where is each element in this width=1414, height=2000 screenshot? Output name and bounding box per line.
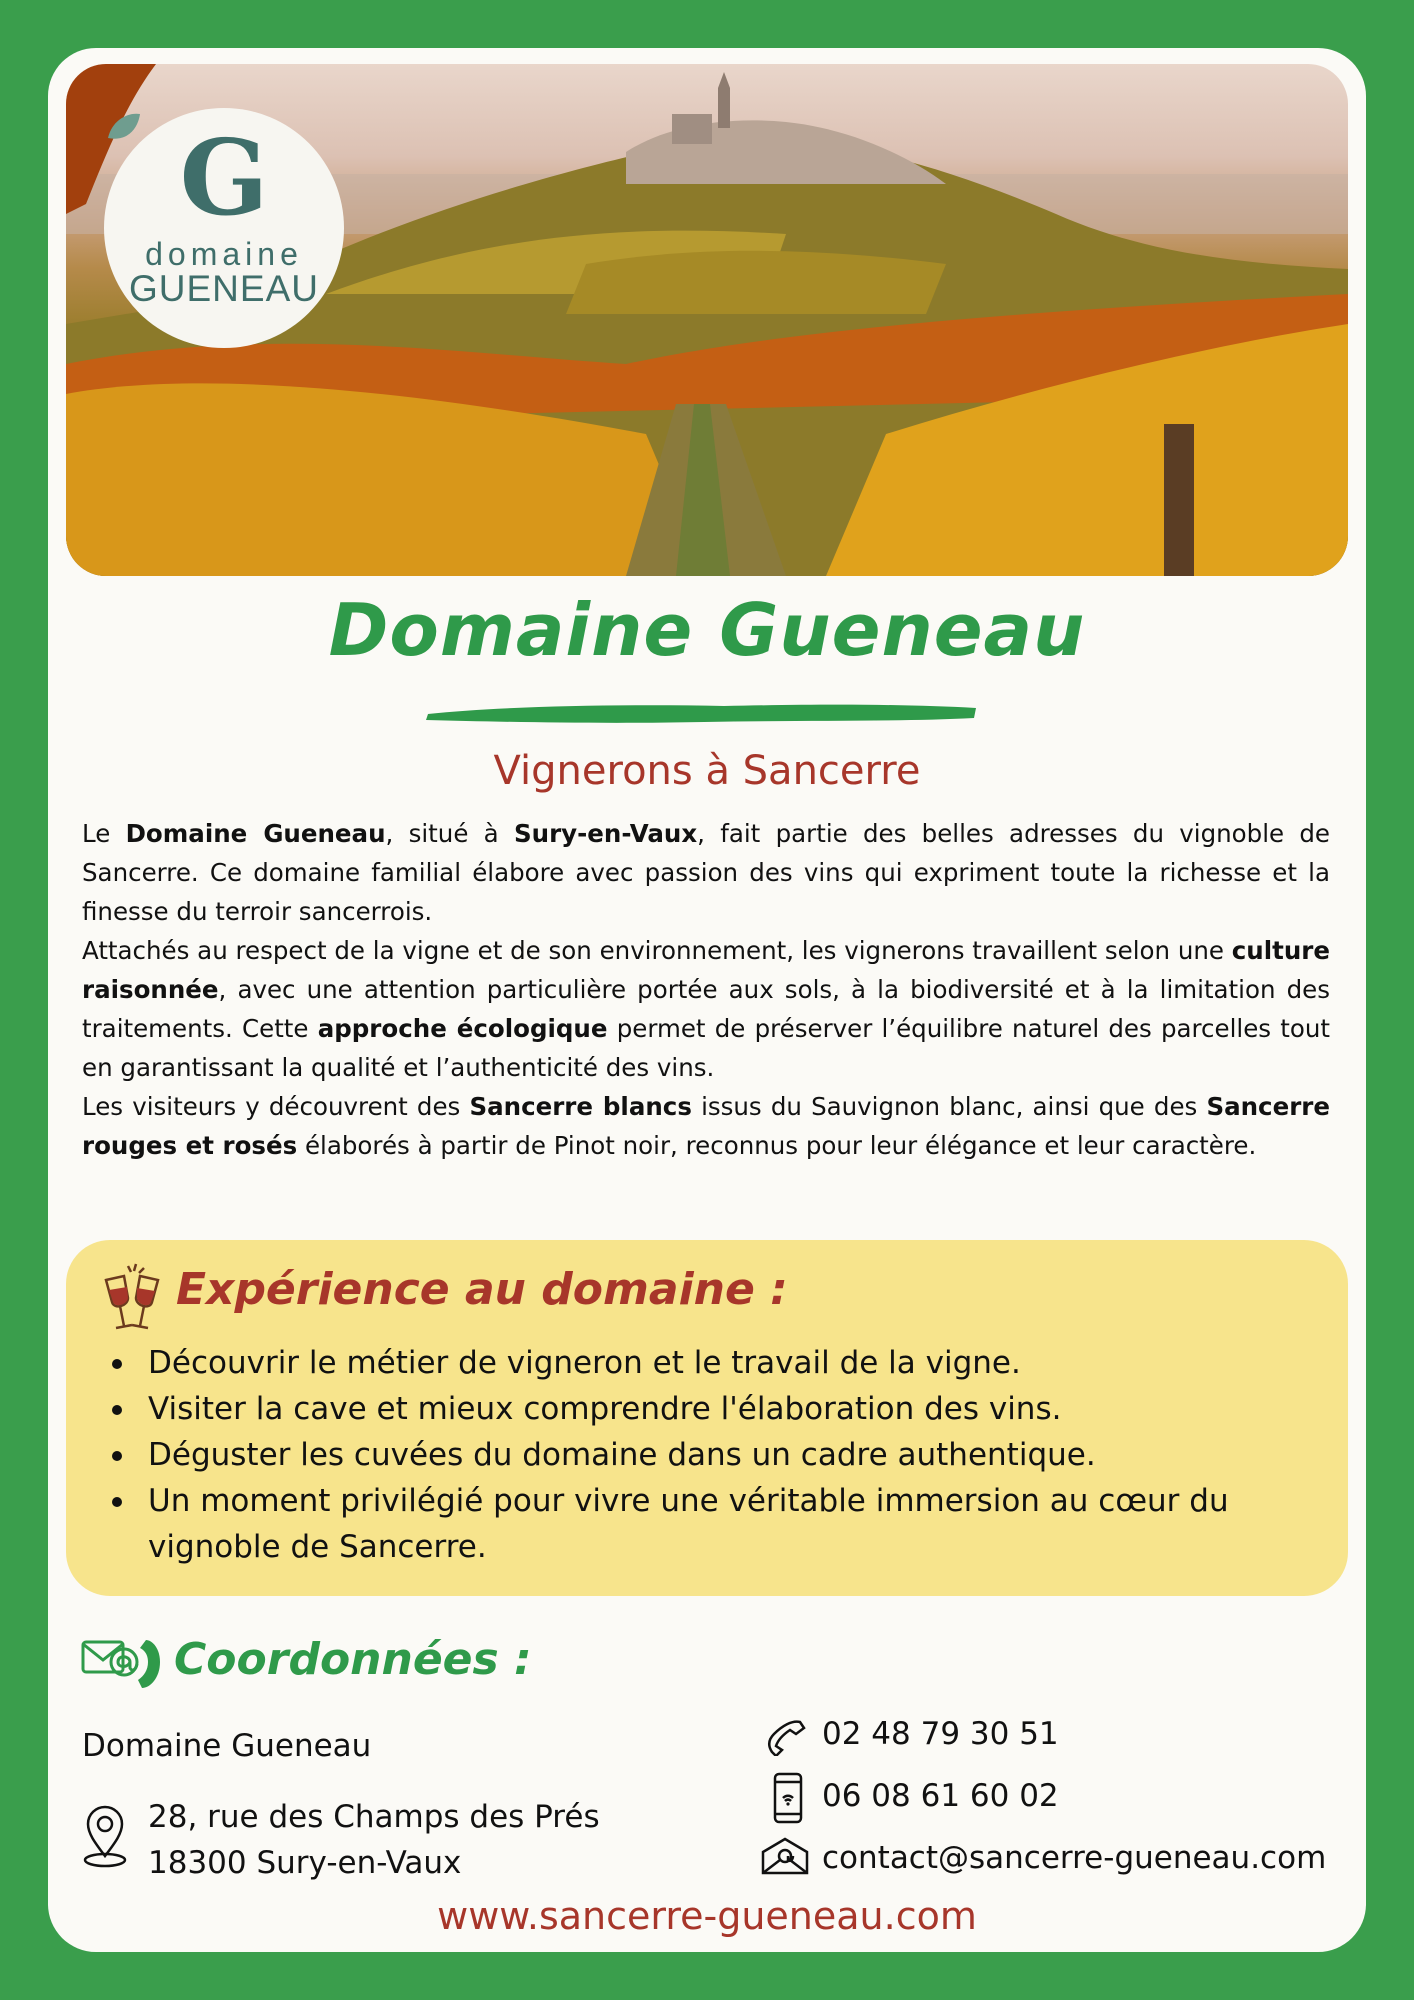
- brush-underline: [424, 700, 980, 726]
- experience-box: [66, 1240, 1348, 1596]
- mobile-phone-icon: [772, 1772, 804, 1824]
- list-item: Un moment privilégié pour vivre une véritable immersion au cœur du vignoble de Sancerre.: [106, 1478, 1306, 1570]
- contact-title: Coordonnées :: [174, 1634, 532, 1685]
- address-line: 18300 Sury-en-Vaux: [148, 1845, 462, 1881]
- list-item: Découvrir le métier de vigneron et le travail de la vigne.: [106, 1340, 1306, 1386]
- list-item: Déguster les cuvées du domaine dans un cadre authentique.: [106, 1432, 1306, 1478]
- logo-word-gueneau: GUENEAU: [129, 268, 319, 309]
- list-item: Visiter la cave et mieux comprendre l'élaboration des vins.: [106, 1386, 1306, 1432]
- contact-address: [148, 1794, 600, 1886]
- experience-title: Expérience au domaine :: [176, 1264, 788, 1315]
- bullet: [112, 1359, 122, 1369]
- contact-icon: [80, 1632, 164, 1694]
- location-pin-icon: [82, 1804, 128, 1868]
- email-icon: [760, 1836, 810, 1876]
- phone-number[interactable]: 02 48 79 30 51: [822, 1716, 1059, 1752]
- website-link[interactable]: www.sancerre-gueneau.com: [437, 1894, 977, 1938]
- bullet: [112, 1405, 122, 1415]
- phone-icon: [764, 1716, 808, 1756]
- logo-word-domaine: domaine: [145, 236, 303, 272]
- email-link[interactable]: contact@sancerre-gueneau.com: [822, 1840, 1327, 1876]
- intro-paragraph: Les visiteurs y découvrent des Sancerre blancs issus du Sauvignon blanc, ainsi que des Sancerre rouges et rosés élaborés à partir de Pinot noir, reconnus pour leur élégance et leur caractère.: [82, 1092, 1330, 1160]
- vineyard-photo: [66, 64, 1348, 576]
- domaine-gueneau-logo: [104, 108, 344, 348]
- bullet: [112, 1451, 122, 1461]
- logo-letter: G: [179, 116, 269, 239]
- intro-text: [82, 814, 1330, 1165]
- mobile-number[interactable]: 06 08 61 60 02: [822, 1778, 1059, 1814]
- bullet: [112, 1497, 122, 1507]
- address-line: 28, rue des Champs des Prés: [148, 1799, 600, 1835]
- experience-list: [106, 1340, 1306, 1570]
- page-subtitle: Vignerons à Sancerre: [493, 748, 921, 794]
- wine-glasses-icon: [100, 1260, 164, 1336]
- flyer-card: [48, 48, 1366, 1952]
- intro-paragraph: Attachés au respect de la vigne et de son environnement, les vignerons travaillent selon une culture raisonnée, avec une attention particulière portée aux sols, à la biodiversité et à la limitation des traitements. Cette approche écologique permet de préserver l’équilibre naturel des parcelles tout en garantissant la qualité et l’authenticité des vins.: [82, 936, 1330, 1082]
- contact-name: Domaine Gueneau: [82, 1728, 372, 1764]
- logo-leaf-icon: [104, 108, 144, 148]
- intro-paragraph: Le Domaine Gueneau, situé à Sury-en-Vaux, fait partie des belles adresses du vignoble de Sancerre. Ce domaine familial élabore avec passion des vins qui expriment toute la richesse et la finesse du terroir sancerrois.: [82, 819, 1330, 926]
- page-title: Domaine Gueneau: [328, 588, 1086, 672]
